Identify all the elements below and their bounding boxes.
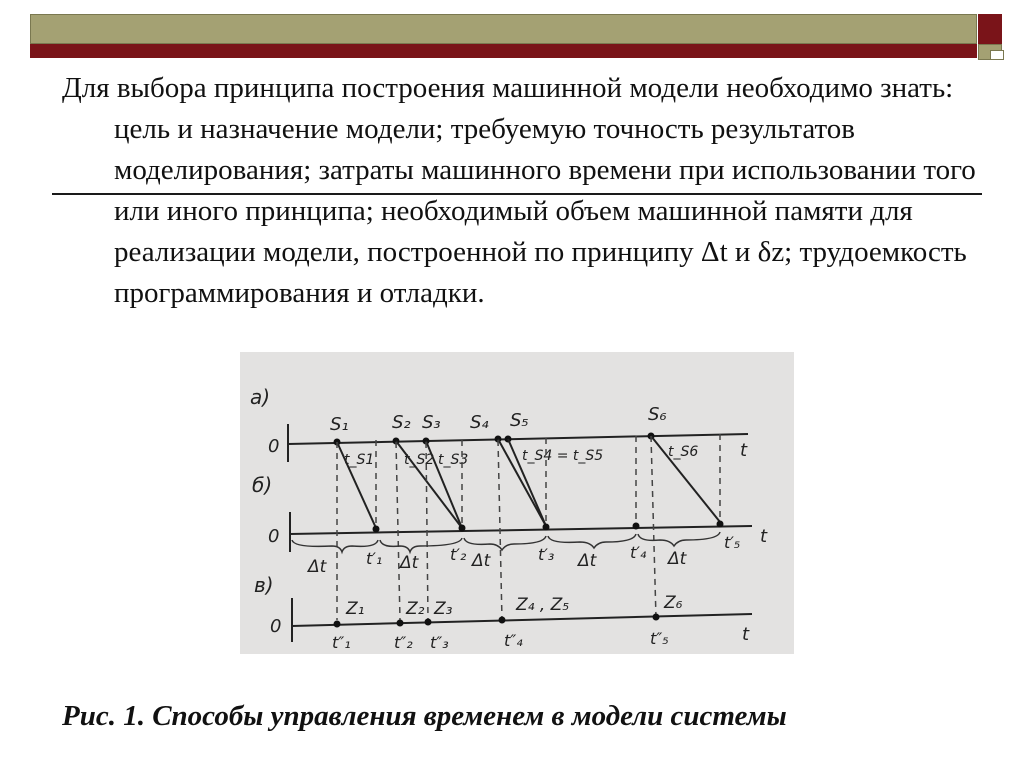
state-label-s2: S₂ [392,412,411,433]
delta-brace-3 [464,536,546,550]
state-label-s3: S₃ [422,412,441,433]
z-label-1: Z₁ [346,599,365,619]
event-dot-c4 [499,617,506,624]
panel-c-label: в) [254,573,274,597]
t-prime-label-1: t′₁ [366,549,383,568]
t-prime-label-4: t′₄ [630,543,647,562]
ts-label-1: t_S1 [344,452,375,468]
axis-a-t-label: t [740,440,748,461]
t-double-label-5: t″₅ [650,629,669,648]
body-paragraph [62,68,982,314]
ts-label-3: t_S3 [438,452,469,468]
corner-square-maroon [978,14,1002,44]
z-label-4-5: Z₄ , Z₅ [516,595,570,615]
zero-label-c: 0 [270,616,282,637]
corner-square-outline [990,50,1004,60]
axis-a-horizontal [288,434,748,444]
t-prime-label-5: t′₅ [724,533,741,552]
figure-caption: Рис. 1. Способы управления временем в модели системы [62,700,787,732]
t-double-label-2: t″₂ [394,633,413,652]
header-olive-band [30,14,977,44]
ts-label-6: t_S6 [668,444,699,460]
axis-b-horizontal [290,526,752,534]
t-prime-label-3: t′₃ [538,545,555,564]
event-dot-c3 [425,619,432,626]
delta-t-label-2: Δt [400,553,419,573]
event-dot-c1 [334,621,341,628]
event-dot-b1 [373,526,380,533]
axis-c-t-label: t [742,624,750,645]
figure-svg [240,352,794,654]
zero-label-a: 0 [268,436,280,457]
dashed-line-4 [426,442,428,620]
header-maroon-band [30,44,977,58]
panel-a-label: а) [250,385,271,409]
axis-b-t-label: t [760,526,768,547]
z-label-6: Z₆ [664,593,683,613]
delta-brace-5 [638,532,720,546]
t-double-label-3: t″₃ [430,633,449,652]
state-label-s6: S₆ [648,404,667,425]
state-label-s4: S₄ [470,412,489,433]
body-text: Для выбора принципа построения машинной модели необходимо знать: цель и назначение модели; требуемую точность результатов моделирования; затраты машинного времени при использовании того или иного принципа; необходимый объем машинной памяти для реализации модели, построенной по принципу Δt и δz; трудоемкость программирования и отладки. [62,72,976,309]
ts-label-4-5: t_S4 = t_S5 [522,448,604,464]
delta-t-label-3: Δt [472,551,491,571]
t-double-label-4: t″₄ [504,631,523,650]
zero-label-b: 0 [268,526,280,547]
delta-t-label-1: Δt [308,557,327,577]
event-dot-c2 [397,620,404,627]
delta-brace-4 [548,534,636,548]
t-double-label-1: t″₁ [332,633,351,652]
ts-label-2: t_S2 [404,452,435,468]
delta-t-label-4: Δt [578,551,597,571]
state-label-s5: S₅ [510,410,529,431]
z-label-2: Z₂ [406,599,425,619]
event-dot-b4 [633,523,640,530]
event-dot-b3 [543,524,550,531]
time-control-figure [240,352,794,654]
event-dot-b2 [459,525,466,532]
event-dot-c5 [653,614,660,621]
dashed-line-3 [396,442,400,620]
delta-t-label-5: Δt [668,549,687,569]
header-bar [30,14,977,60]
state-label-s1: S₁ [330,414,349,435]
panel-b-label: б) [252,473,273,497]
event-dot-b5 [717,521,724,528]
t-prime-label-2: t′₂ [450,545,467,564]
z-label-3: Z₃ [434,599,453,619]
